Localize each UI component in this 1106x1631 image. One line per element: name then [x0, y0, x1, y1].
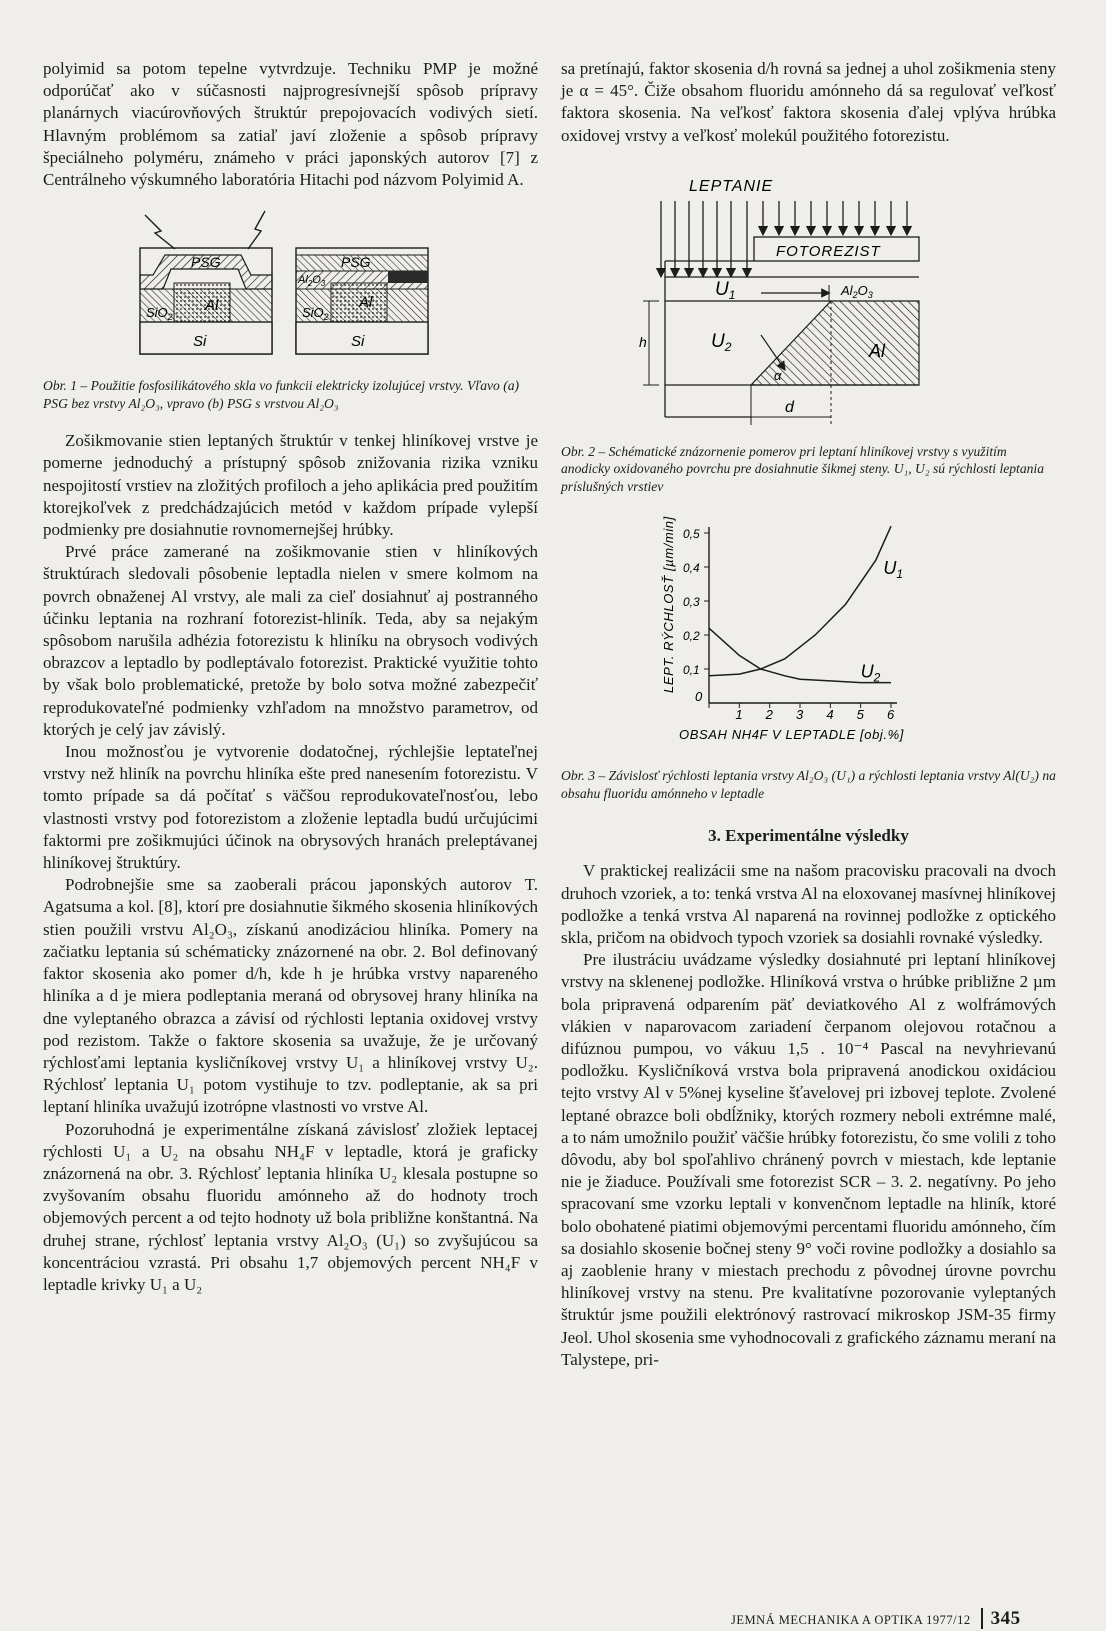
series-label-u1: $U_1$ — [883, 558, 904, 582]
y-tick-label: 0,5 — [683, 527, 700, 542]
label-alpha: α — [774, 367, 782, 383]
paragraph: Zošikmovanie stien leptaných štruktúr v tenkej hliníkovej vrstve je pomerne jednoduchý a prístupný spôsob znižovania rizika vzniku nespojitostí vrstiev na zložitých profiloch a jeho aplikácia pred použitím ktorejkoľvek z predchádzajúcich metód v každom prípade vylepší podmienky pre dosiahnutie rovnomernejšej hrúbky. — [43, 431, 538, 540]
label-al2o3: $Al_2O_3$ — [841, 282, 873, 300]
page-number: 345 — [981, 1608, 1021, 1629]
y-tick-label: 0,3 — [683, 595, 700, 610]
paragraph: Pozoruhodná je experimentálne získaná závislosť zložiek leptacej rýchlosti U₁ a U₂ na obsahu NH₄F v leptadle, ktorá je graficky znázornená na obr. 3. Rýchlosť leptania hliníka U₂ klesala postupne so zvyšovaním obsahu fluoridu amónneho až do hodnoty troch objemových percent a od tejto hodnoty už bola približne konštantná. Na druhej strane, rýchlosť leptania vrstvy Al₂O₃ (U₁) so zvyšujúcou sa koncentráciou vzrastá. Pri obsahu 1,7 objemových percent NH₄F v leptadle krivky U₁ a U₂ — [43, 1119, 538, 1294]
label-h: h — [639, 333, 647, 350]
paragraph: polyimid sa potom tepelne vytvrdzuje. Techniku PMP je možné odporúčať ako v súčasnosti najprogresívnejší spôsob prípravy planárnych viacúrovňových štruktúr prepojovacích vodivých sietí. Hlavným problémom sa zatiaľ javí zloženie a spôsob prípravy špeciálneho polyméru, známeho v práci japonských autorov [7] z Centrálneho výskumného laboratória Hitachi pod názvom Polyimid A. — [43, 59, 538, 190]
label-si: Si — [193, 333, 207, 351]
section-title: 3. Experimentálne výsledky — [708, 826, 909, 846]
paragraph: Podrobnejšie sme sa zaoberali prácou japonských autorov T. Agatsuma a kol. [8], ktorí pre dosiahnutie šikmého skosenia hliníkových stien použili vrstvu Al₂O₃, získanú anodizáciou hliníka. Pomery na začiatku leptania sú schématicky znázornené na obr. 2. Bol definovaný faktor skosenia ako pomer d/h, kde h je hrúbka vrstvy napareného hliníka a d je miera podleptania meraná od obrysovej hrany hliníka na dne vyleptaného obrazca a závisí od rýchlosti leptania oxidovej vrstvy pod rezistom. Takže o faktore skosenia sa uvažuje, že je určovaný rýchlosťami leptania kysličníkovej vrstvy U₁ a hliníkovej vrstvy U₂. Rýchlosť leptania U₁ potom vystihuje to tzv. podleptanie, ak sa pri leptaní hliníka uvažujú izotrópne vlastnosti vo vrstve Al. — [43, 875, 538, 1117]
label-si: Si — [351, 333, 365, 351]
label-al: Al — [869, 340, 886, 361]
paragraph: sa pretínajú, faktor skosenia d/h rovná sa jednej a uhol zošikmenia steny je α = 45°. Čiže obsahom fluoridu amónneho dá sa regulovať veľkosť faktora skosenia. Na veľkosť faktora skosenia ďalej vplýva hrúbka oxidovej vrstvy a veľkosť molekúl použitého fotorezistu. — [561, 59, 1056, 145]
x-tick-label: 0 — [695, 689, 703, 705]
right-column — [561, 58, 1056, 1371]
figure-1a — [140, 248, 272, 354]
left-paragraphs — [43, 430, 538, 1296]
x-tick-label: 3 — [796, 707, 804, 723]
label-u2: $U_2$ — [711, 330, 732, 354]
label-sio2: SiO$_2$ — [146, 305, 173, 323]
label-al: Al — [205, 297, 219, 315]
label-psg: PSG — [191, 254, 221, 271]
label-sio2: SiO$_2$ — [302, 305, 329, 323]
figure-1b — [296, 248, 428, 354]
x-tick-label: 4 — [826, 707, 834, 723]
paragraph: Prvé práce zamerané na zošikmovanie stien v hliníkových štruktúrach sledovali pôsobenie leptadla nielen v smere kolmom na povrch obnaženej Al vrstvy, ale mali za cieľ dosiahnuť aj postranného účinku leptania na rozhraní fotorezist-hliník. Teda, aby sa nejakým spôsobom narušila adhézia fotorezistu k hliníku na obrysoch vodivých obrazcov a leptadlo by podleptávalo fotorezist. Praktické využitie tohto by však bolo problematické, pretože by bolo sotva možné zabezpečiť reprodukovateľné podmienky vzhľadom na množstvo parametrov, od ktorých je celý jav závislý. — [43, 542, 538, 739]
x-tick-label: 6 — [887, 707, 895, 723]
label-d: d — [785, 398, 794, 416]
right-paragraphs — [561, 860, 1056, 1371]
series-label-u2: $U_2$ — [860, 661, 881, 685]
figure-3-chart — [561, 511, 1056, 761]
paragraph: V praktickej realizácii sme na našom pracovisku pracovali na dvoch druhoch vzoriek, a to: tenká vrstva Al na eloxovanej masívnej hliníkovej podložke a tenká vrstva Al naparená na rovinnej podložke z optického skla, pričom na obidvoch typoch vzoriek sa dosiahli rovnaké výsledky. — [561, 861, 1056, 947]
y-tick-label: 0,4 — [683, 561, 700, 576]
x-tick-label: 2 — [765, 707, 773, 723]
x-axis-label: OBSAH NH4F V LEPTADLE [obj.%] — [679, 727, 904, 743]
paragraph: Inou možnosťou je vytvorenie dodatočnej, rýchlejšie leptateľnej vrstvy než hliník na povrchu hliníka ešte pred nanesením fotorezistu. V tomto prípade sa dá počítať s väčšou reprodukovateľnosťou, lebo vlastnosti vrstvy pod fotorezistom a zloženie leptadla budú určujúcimi faktormi pre zošikmujúci účinok na obrysových hranách preleptávanej hliníkovej štruktúry. — [43, 742, 538, 873]
journal-name: JEMNÁ MECHANIKA A OPTIKA 1977/12 — [731, 1613, 971, 1627]
label-u1: $U_1$ — [715, 278, 736, 302]
left-column — [43, 58, 538, 1296]
figure-3-caption: Obr. 3 – Závislosť rýchlosti leptania vrstvy Al₂O₃ (U₁) a rýchlosti leptania vrstvy Al(U₂) na obsahu fluoridu amónneho v leptadle — [561, 768, 1056, 801]
label-fotorezist: FOTOREZIST — [776, 242, 881, 260]
figure-2 — [561, 167, 1056, 437]
y-tick-label: 0,1 — [683, 663, 700, 678]
y-axis-label: LEPT. RÝCHLOSŤ [µm/min] — [661, 516, 676, 694]
y-tick-label: 0,2 — [683, 629, 700, 644]
x-tick-label: 5 — [856, 707, 864, 723]
figure-1 — [43, 203, 538, 363]
x-tick-label: 1 — [735, 707, 743, 723]
label-al2o3: $Al_2O_3$ — [298, 274, 326, 289]
figure-1-caption: Obr. 1 – Použitie fosfosilikátového skla vo funkcii elektricky izolujúcej vrstvy. Vľavo (a) PSG bez vrstvy Al₂O₃, vpravo (b) PSG s vrstvou Al₂O₃ — [43, 378, 520, 411]
paragraph: Pre ilustráciu uvádzame výsledky dosiahnuté pri leptaní hliníkovej vrstvy na sklenenej podložke. Hliníková vrstva o hrúbke približne 2 µm bola pripravená odparením päť deviatkového Al z wolfrámových vlákien v naparovacom zariadení čerpanom olejovou rotačnou a difúznou pumpou, vo vákuu 1,5 . 10⁻⁴ Pascal na nevyhrievanú podložku. Kysličníková vrstva bola pripravená anodickou oxidáciou tejto vrstvy Al v 5%nej kyseline šťavelovej pri izbovej teplote. Zvolené leptané obrazce boli obdĺžniky, ktorých rozmery neboli extrémne malé, a to nám umožnilo použiť väčšie hrúbky fotorezistu, čo sme volili z toho dôvodu, aby bol spoľahlivo chránený povrch v miestach, kde leptanie nie je žiaduce. Používali sme fotorezist SCR – 3. 2. negatívny. Po jeho spracovaní sme vzorku leptali v konvenčnom leptadle na hliník, ktoré bolo obohatené piatimi objemovými percentami fluoridu amónneho, čím sa dosiahlo skosenie bočnej steny 9° voči rovine podložky a dosiahlo sa aj zaoblenie hrany v miestach prechodu z pôvodnej úrovne povrchu hliníkovej vrstvy na stenu. Pre kvalitatívne pozorovanie vyleptaných štruktúr jsme použili elektrónový rastrovací mikroskop JSM-35 firmy Jeol. Uhol skosenia sme vyhodnocovali z grafického záznamu meraní na Talystepe, pri- — [561, 950, 1056, 1369]
figure-2-caption: Obr. 2 – Schématické znázornenie pomerov pri leptaní hliníkovej vrstvy s využitím anodicky oxidovaného povrchu pre dosiahnutie šikmej steny. U₁, U₂ sú rýchlosti leptania príslušných vrstiev — [561, 443, 1044, 494]
label-leptanie: LEPTANIE — [689, 177, 774, 195]
label-psg: PSG — [341, 254, 371, 271]
page-footer — [731, 1608, 1021, 1630]
label-al: Al — [359, 294, 373, 312]
